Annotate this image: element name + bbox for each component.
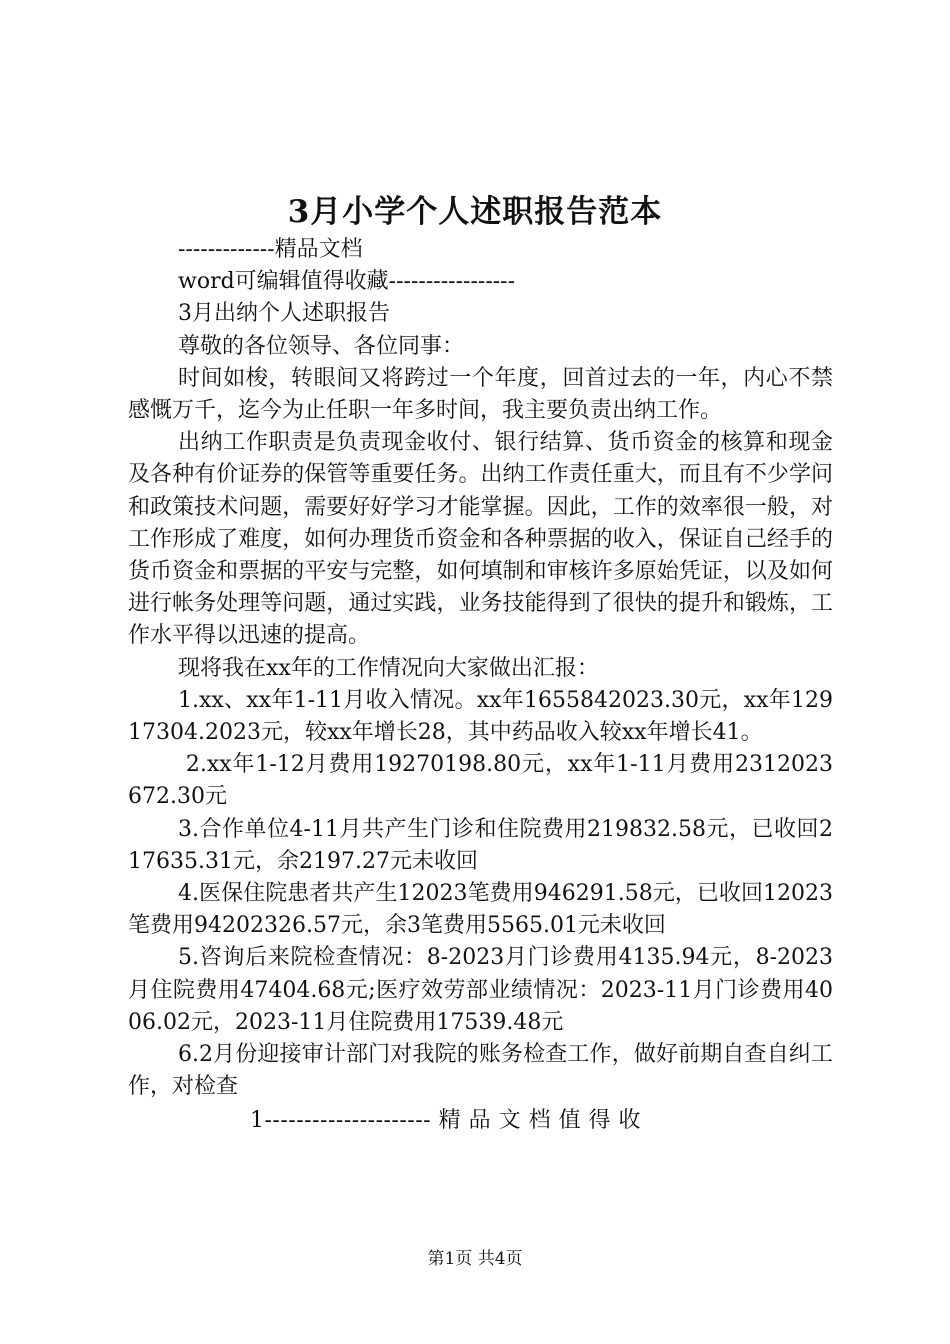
list-item-2: 2.xx年1-12月费用19270198.80元，xx年1-11月费用2312023672.30元 [128, 752, 833, 810]
header-watermark-line: -------------精品文档 [178, 237, 363, 262]
salutation: 尊敬的各位领导、各位同事： [178, 333, 465, 359]
paragraph-report-lead: 现将我在xx年的工作情况向大家做出汇报： [178, 655, 599, 681]
footer-watermark-line: 1--------------------- 精 品 文 档 值 得 收 [250, 1108, 642, 1134]
page-number: 第1页 共4页 [427, 1249, 523, 1269]
paragraph-intro: 时间如梭，转眼间又将跨过一个年度，回首过去的一年，内心不禁感慨万千，迄今为止任职一年多时间，我主要负责出纳工作。 [128, 365, 833, 424]
list-item-5: 5.咨询后来院检查情况：8-2023月门诊费用4135.94元，8-2023月住院费用47404.68元;医疗效劳部业绩情况：2023-11月门诊费用4006.02元，2023-11月住院费用17539.48元 [128, 945, 833, 1035]
document-title: 3月小学个人述职报告范本 [287, 194, 663, 230]
header-editable-line: word可编辑值得收藏----------------- [178, 269, 516, 295]
document-body [128, 234, 833, 1138]
paragraph-duties: 出纳工作职责是负责现金收付、银行结算、货币资金的核算和现金及各种有价证券的保管等重要任务。出纳工作责任重大，而且有不少学问和政策技术问题，需要好好学习才能掌握。因此，工作的效率很一般，对工作形成了难度，如何办理货币资金和各种票据的收入，保证自己经手的货币资金和票据的平安与完整，如何填制和审核许多原始凭证，以及如何进行帐务处理等问题，通过实践，业务技能得到了很快的提升和锻炼，工作水平得以迅速的提高。 [128, 430, 833, 649]
report-subtitle: 3月出纳个人述职报告 [178, 301, 390, 327]
list-item-1: 1.xx、xx年1-11月收入情况。xx年1655842023.30元，xx年12917304.2023元，较xx年增长28，其中药品收入较xx年增长41。 [128, 687, 833, 746]
list-item-3: 3.合作单位4-11月共产生门诊和住院费用219832.58元，已收回217635.31元，余2197.27元未收回 [128, 816, 833, 874]
list-item-6: 6.2月份迎接审计部门对我院的账务检查工作，做好前期自查自纠工作，对检查 [128, 1042, 833, 1100]
list-item-4: 4.医保住院患者共产生12023笔费用946291.58元，已收回12023笔费用94202326.57元，余3笔费用5565.01元未收回 [128, 881, 833, 939]
